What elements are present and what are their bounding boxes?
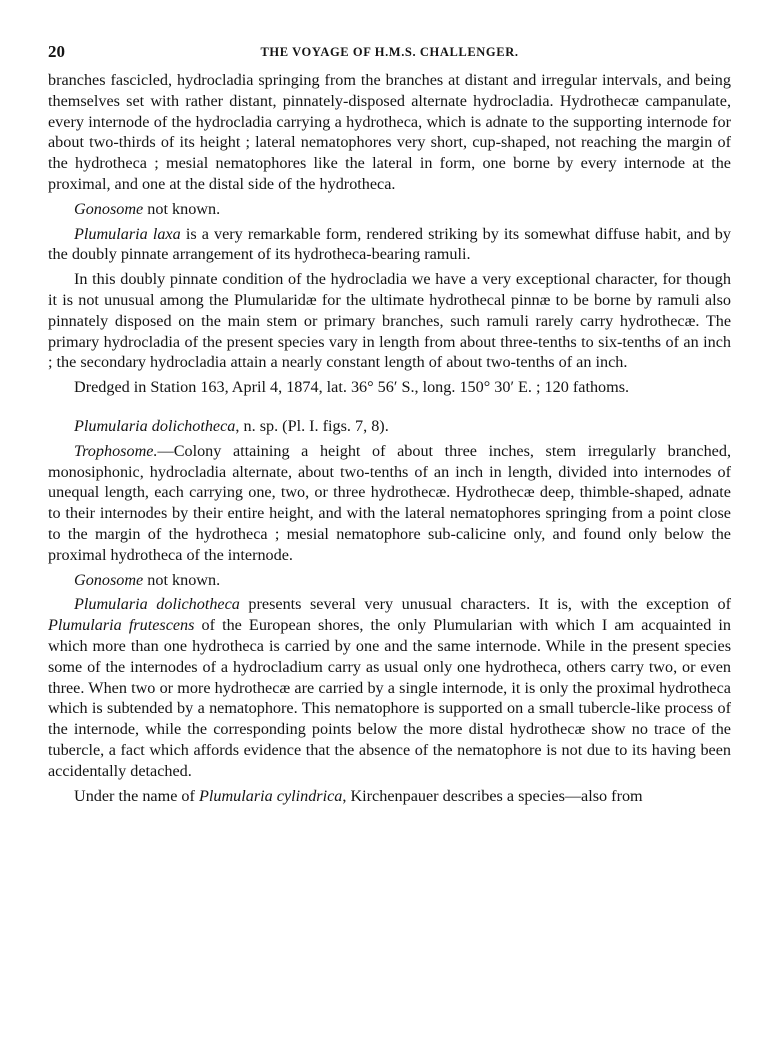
species-name: Plumularia laxa [74, 224, 181, 243]
species-name: Plumularia frutescens [48, 616, 195, 635]
running-title: THE VOYAGE OF H.M.S. CHALLENGER. [260, 45, 519, 59]
paragraph-text: —Colony attaining a height of about three inches, stem irregularly branched, monosiphonic, hydrocladia alternate, about two-tenths of an inch in length, divided into internodes of unequal length, each carrying one, two, or three hydrothecæ. Hydrothecæ deep, thimble-shaped, adnate to their internodes by their entire height, and with the lateral nematophores springing from a point close to the margin of the hydrotheca ; mesial nematophore sub-calicine only, and found only below the proximal hydrotheca of the internode. [48, 441, 731, 564]
paragraph-doubly-pinnate: In this doubly pinnate condition of the hydrocladia we have a very exceptional character, for though it is not unusual among the Plumularidæ for the ultimate hydrothecal pinnæ to be borne by ramuli also pinnately disposed on the main stem or primary branches, such ramuli rarely carry hydrothecæ. The primary hydrocladia of the present species vary in length from about three-tenths to six-tenths of an inch ; the secondary hydrocladia attain a nearly constant length of about two-tenths of an inch. [48, 270, 731, 372]
paragraph-cylindrica [48, 786, 731, 807]
species-heading-dolichotheca [48, 416, 731, 437]
paragraph-text: , n. sp. (Pl. I. figs. 7, 8). [235, 416, 389, 435]
species-name: Plumularia dolichotheca [74, 595, 240, 614]
species-name: Plumularia cylindrica [198, 786, 343, 805]
species-name: Plumularia dolichotheca [74, 416, 236, 435]
page-header [48, 40, 731, 70]
italic-term: Gonosome [74, 199, 144, 218]
paragraph-text: presents several very unusual characters. It is, with the exception of [239, 595, 731, 614]
paragraph-text: is a very remarkable form, rendered striking by its somewhat diffuse habit, and by the doubly pinnate arrangement of its hydrotheca-bearing ramuli. [48, 224, 731, 264]
paragraph-laxa-remarks [48, 224, 731, 266]
page-number: 20 [48, 42, 65, 61]
paragraph-gonosome-dolichotheca [48, 570, 731, 591]
paragraph-station-record: Dredged in Station 163, April 4, 1874, lat. 36° 56′ S., long. 150° 30′ E. ; 120 fathoms. [74, 378, 630, 397]
italic-term: Gonosome [74, 570, 144, 589]
paragraph-text: Under the name of [74, 786, 199, 805]
document-page [48, 40, 731, 806]
paragraph-text: , Kirchenpauer describes a species—also from [342, 786, 643, 805]
paragraph-dolichotheca-remarks [48, 594, 731, 781]
paragraph-text: not known. [143, 199, 221, 218]
paragraph-gonosome-laxa [48, 199, 731, 220]
italic-term: Trophosome. [74, 441, 158, 460]
paragraph-text: not known. [143, 570, 221, 589]
paragraph-description-continued: branches fascicled, hydrocladia springing from the branches at distant and irregular intervals, and being themselves set with rather distant, pinnately-disposed alternate hydrocladia. Hydrothecæ campanulate, every internode of the hydrocladia carrying a hydrotheca, which is adnate to the supporting internode for about two-thirds of its height ; lateral nematophores very short, cup-shaped, not reaching the margin of the hydrotheca ; mesial nematophores like the lateral in form, one borne by every internode at the proximal, and one at the distal side of the hydrotheca. [48, 71, 731, 193]
paragraph-text: of the European shores, the only Plumularian with which I am acquainted in which more than one hydrotheca is carried by one and the same internode. While in the present species some of the internodes of a hydrocladium carry as usual only one hydrotheca, others carry two, or even three. When two or more hydrothecæ are carried by a single internode, it is only the proximal hydrotheca which is subtended by a nematophore. This nematophore is supported on a small tubercle-like process of the internode, while the corresponding points below the more distal hydrothecæ show no trace of the tubercle, a fact which affords evidence that the absence of the nematophore is not due to its having been accidentally detached. [48, 616, 731, 780]
paragraph-trophosome [48, 441, 731, 566]
